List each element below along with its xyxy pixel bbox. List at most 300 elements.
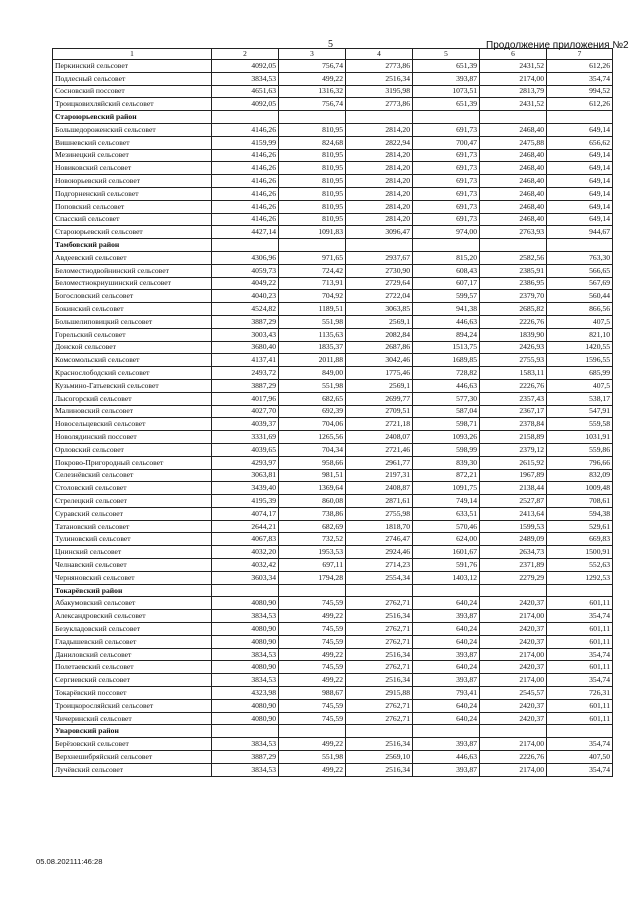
empty-cell [547,584,613,597]
value-cell: 2730,90 [346,264,413,277]
value-cell: 824,68 [279,136,346,149]
empty-cell [279,584,346,597]
table-row [53,226,613,239]
table-row [53,559,613,572]
table-row [53,495,613,508]
value-cell: 1369,64 [279,482,346,495]
table-row [53,674,613,687]
empty-cell [413,111,480,124]
value-cell: 4195,39 [212,495,279,508]
value-cell: 640,24 [413,699,480,712]
value-cell: 745,59 [279,635,346,648]
value-cell: 499,22 [279,648,346,661]
settlement-name: Перкинский сельсовет [53,60,212,73]
column-header: 6 [480,49,547,60]
value-cell: 4146,26 [212,200,279,213]
value-cell: 598,99 [413,443,480,456]
value-cell: 599,57 [413,290,480,303]
value-cell: 691,73 [413,213,480,226]
settlement-name: Большелиповицкий сельсовет [53,315,212,328]
value-cell: 4049,22 [212,277,279,290]
table-row [53,546,613,559]
value-cell: 601,11 [547,699,613,712]
value-cell: 685,99 [547,367,613,380]
value-cell: 354,74 [547,763,613,776]
table-row [53,367,613,380]
settlement-name: Новоюрьевский сельсовет [53,175,212,188]
value-cell: 1189,51 [279,303,346,316]
appendix-continuation-note: Продолжение приложения №2 [486,40,629,51]
value-cell: 446,63 [413,379,480,392]
value-cell: 2468,40 [480,149,547,162]
value-cell: 697,11 [279,559,346,572]
value-cell: 393,87 [413,763,480,776]
value-cell: 4293,97 [212,456,279,469]
value-cell: 551,98 [279,315,346,328]
table-row [53,123,613,136]
value-cell: 612,26 [547,60,613,73]
value-cell: 4092,05 [212,60,279,73]
settlement-name: Бокинский сельсовет [53,303,212,316]
value-cell: 3042,46 [346,354,413,367]
value-cell: 2226,76 [480,751,547,764]
value-cell: 981,51 [279,469,346,482]
value-cell: 566,65 [547,264,613,277]
value-cell: 2773,86 [346,98,413,111]
empty-cell [346,584,413,597]
value-cell: 745,59 [279,699,346,712]
value-cell: 2685,82 [480,303,547,316]
value-cell: 2138,44 [480,482,547,495]
value-cell: 944,67 [547,226,613,239]
value-cell: 4137,41 [212,354,279,367]
value-cell: 2814,20 [346,187,413,200]
value-cell: 2527,87 [480,495,547,508]
settlement-name: Новиковский сельсовет [53,162,212,175]
value-cell: 691,73 [413,175,480,188]
value-cell: 756,74 [279,98,346,111]
settlement-name: Кузьмино-Гатьевский сельсовет [53,379,212,392]
table-row [53,482,613,495]
value-cell: 2814,20 [346,175,413,188]
table-row [53,687,613,700]
value-cell: 2762,71 [346,635,413,648]
empty-cell [480,725,547,738]
value-cell: 2426,93 [480,341,547,354]
value-cell: 691,73 [413,123,480,136]
empty-cell [480,111,547,124]
value-cell: 866,56 [547,303,613,316]
value-cell: 4080,90 [212,623,279,636]
value-cell: 2762,71 [346,699,413,712]
value-cell: 691,73 [413,187,480,200]
value-cell: 810,95 [279,149,346,162]
value-cell: 3063,81 [212,469,279,482]
value-cell: 2773,86 [346,60,413,73]
value-cell: 2468,40 [480,213,547,226]
table-row [53,456,613,469]
value-cell: 3834,53 [212,72,279,85]
value-cell: 4032,20 [212,546,279,559]
value-cell: 2158,89 [480,431,547,444]
table-row [53,149,613,162]
value-cell: 2615,92 [480,456,547,469]
value-cell: 3834,53 [212,610,279,623]
value-cell: 499,22 [279,72,346,85]
value-cell: 2762,71 [346,661,413,674]
value-cell: 704,92 [279,290,346,303]
value-cell: 2814,20 [346,123,413,136]
value-cell: 2961,77 [346,456,413,469]
value-cell: 2379,70 [480,290,547,303]
district-name: Токарёвский район [53,584,212,597]
empty-cell [413,239,480,252]
settlement-name: Верхнешибряйский сельсовет [53,751,212,764]
empty-cell [480,584,547,597]
table-row [53,200,613,213]
value-cell: 704,34 [279,443,346,456]
settlement-name: Троицковихляйский сельсовет [53,98,212,111]
value-cell: 2420,37 [480,661,547,674]
empty-cell [480,239,547,252]
value-cell: 551,98 [279,751,346,764]
data-table [52,48,613,777]
value-cell: 796,66 [547,456,613,469]
table-row [53,264,613,277]
value-cell: 656,62 [547,136,613,149]
empty-cell [346,239,413,252]
value-cell: 407,50 [547,751,613,764]
table-row [53,354,613,367]
value-cell: 407,5 [547,379,613,392]
value-cell: 1091,83 [279,226,346,239]
value-cell: 4323,98 [212,687,279,700]
value-cell: 601,11 [547,623,613,636]
value-cell: 832,09 [547,469,613,482]
value-cell: 2714,23 [346,559,413,572]
table-row [53,763,613,776]
value-cell: 601,11 [547,635,613,648]
table-row [53,623,613,636]
settlement-name: Новосельцевский сельсовет [53,418,212,431]
value-cell: 608,43 [413,264,480,277]
value-cell: 3834,53 [212,738,279,751]
value-cell: 669,83 [547,533,613,546]
settlement-name: Богословский сельсовет [53,290,212,303]
value-cell: 446,63 [413,751,480,764]
value-cell: 4080,90 [212,597,279,610]
value-cell: 2762,71 [346,597,413,610]
empty-cell [212,239,279,252]
value-cell: 2762,71 [346,623,413,636]
value-cell: 4040,23 [212,290,279,303]
table-row [53,661,613,674]
value-cell: 649,14 [547,213,613,226]
value-cell: 2762,71 [346,712,413,725]
empty-cell [212,725,279,738]
value-cell: 2408,87 [346,482,413,495]
value-cell: 1073,51 [413,85,480,98]
settlement-name: Черняновский сельсовет [53,571,212,584]
settlement-name: Подлесный сельсовет [53,72,212,85]
value-cell: 860,08 [279,495,346,508]
value-cell: 2687,86 [346,341,413,354]
settlement-name: Мезинецкий сельсовет [53,149,212,162]
value-cell: 640,24 [413,597,480,610]
value-cell: 2357,43 [480,392,547,405]
value-cell: 3003,43 [212,328,279,341]
value-cell: 649,14 [547,123,613,136]
value-cell: 2420,37 [480,712,547,725]
value-cell: 3834,53 [212,674,279,687]
value-cell: 994,52 [547,85,613,98]
value-cell: 726,31 [547,687,613,700]
empty-cell [279,239,346,252]
value-cell: 591,76 [413,559,480,572]
table-row [53,520,613,533]
value-cell: 2489,09 [480,533,547,546]
value-cell: 4159,99 [212,136,279,149]
value-cell: 598,71 [413,418,480,431]
value-cell: 1775,46 [346,367,413,380]
value-cell: 354,74 [547,738,613,751]
settlement-name: Сергиевский сельсовет [53,674,212,687]
value-cell: 4080,90 [212,712,279,725]
settlement-name: Селезнёвский сельсовет [53,469,212,482]
value-cell: 2367,17 [480,405,547,418]
value-cell: 552,63 [547,559,613,572]
district-header-row [53,584,613,597]
value-cell: 971,65 [279,251,346,264]
value-cell: 2279,29 [480,571,547,584]
table-row [53,136,613,149]
value-cell: 1599,53 [480,520,547,533]
table-row [53,635,613,648]
page-number: 5 [328,39,333,50]
settlement-name: Абакумовский сельсовет [53,597,212,610]
settlement-name: Вишневский сельсовет [53,136,212,149]
value-cell: 1265,56 [279,431,346,444]
value-cell: 393,87 [413,674,480,687]
value-cell: 2814,20 [346,200,413,213]
value-cell: 2174,00 [480,648,547,661]
table-row [53,431,613,444]
value-cell: 4146,26 [212,162,279,175]
value-cell: 2174,00 [480,763,547,776]
value-cell: 4067,83 [212,533,279,546]
value-cell: 570,46 [413,520,480,533]
settlement-name: Покрово-Пригородный сельсовет [53,456,212,469]
value-cell: 1601,67 [413,546,480,559]
value-cell: 4306,96 [212,251,279,264]
value-cell: 2634,73 [480,546,547,559]
column-header: 4 [346,49,413,60]
value-cell: 1835,37 [279,341,346,354]
table-row [53,699,613,712]
settlement-name: Новолядинский поссовет [53,431,212,444]
value-cell: 4080,90 [212,635,279,648]
table-row [53,571,613,584]
value-cell: 2371,89 [480,559,547,572]
value-cell: 810,95 [279,187,346,200]
value-cell: 3680,40 [212,341,279,354]
table-row [53,277,613,290]
value-cell: 2721,46 [346,443,413,456]
value-cell: 2420,37 [480,635,547,648]
value-cell: 2493,72 [212,367,279,380]
settlement-name: Авдеевский сельсовет [53,251,212,264]
value-cell: 4074,17 [212,507,279,520]
value-cell: 4027,70 [212,405,279,418]
value-cell: 1316,32 [279,85,346,98]
value-cell: 894,24 [413,328,480,341]
settlement-name: Гладышевский сельсовет [53,635,212,648]
table-row [53,60,613,73]
value-cell: 2516,34 [346,648,413,661]
empty-cell [547,239,613,252]
value-cell: 2379,12 [480,443,547,456]
value-cell: 601,11 [547,597,613,610]
value-cell: 2516,34 [346,610,413,623]
value-cell: 3195,98 [346,85,413,98]
value-cell: 1818,70 [346,520,413,533]
value-cell: 446,63 [413,315,480,328]
value-cell: 640,24 [413,661,480,674]
table-header-row [53,49,613,60]
value-cell: 2644,21 [212,520,279,533]
value-cell: 815,20 [413,251,480,264]
value-cell: 3887,29 [212,315,279,328]
value-cell: 1403,12 [413,571,480,584]
value-cell: 682,69 [279,520,346,533]
table-row [53,610,613,623]
value-cell: 3331,69 [212,431,279,444]
empty-cell [279,725,346,738]
value-cell: 872,21 [413,469,480,482]
settlement-name: Староюрьевский сельсовет [53,226,212,239]
value-cell: 821,10 [547,328,613,341]
value-cell: 4146,26 [212,213,279,226]
table-row [53,443,613,456]
value-cell: 4146,26 [212,149,279,162]
column-header: 3 [279,49,346,60]
empty-cell [279,111,346,124]
footer-timestamp: 05.08.202111:46:28 [36,857,103,866]
value-cell: 1091,75 [413,482,480,495]
value-cell: 3439,40 [212,482,279,495]
empty-cell [547,111,613,124]
value-cell: 1967,89 [480,469,547,482]
table-row [53,162,613,175]
value-cell: 529,61 [547,520,613,533]
value-cell: 538,17 [547,392,613,405]
value-cell: 2822,94 [346,136,413,149]
table-row [53,648,613,661]
district-header-row [53,239,613,252]
value-cell: 499,22 [279,674,346,687]
value-cell: 2420,37 [480,623,547,636]
value-cell: 1689,85 [413,354,480,367]
table-row [53,328,613,341]
value-cell: 2763,93 [480,226,547,239]
value-cell: 2468,40 [480,200,547,213]
value-cell: 713,91 [279,277,346,290]
value-cell: 499,22 [279,738,346,751]
value-cell: 691,73 [413,149,480,162]
value-cell: 682,65 [279,392,346,405]
value-cell: 756,74 [279,60,346,73]
value-cell: 745,59 [279,712,346,725]
value-cell: 4092,05 [212,98,279,111]
value-cell: 849,00 [279,367,346,380]
value-cell: 2582,56 [480,251,547,264]
value-cell: 1794,28 [279,571,346,584]
settlement-name: Лысогорский сельсовет [53,392,212,405]
settlement-name: Тулиновский сельсовет [53,533,212,546]
district-name: Староюрьевский район [53,111,212,124]
value-cell: 2385,91 [480,264,547,277]
value-cell: 407,5 [547,315,613,328]
value-cell: 651,39 [413,98,480,111]
settlement-name: Суравский сельсовет [53,507,212,520]
empty-cell [346,725,413,738]
value-cell: 810,95 [279,200,346,213]
value-cell: 393,87 [413,648,480,661]
value-cell: 2746,47 [346,533,413,546]
value-cell: 1839,90 [480,328,547,341]
table-row [53,597,613,610]
value-cell: 2814,20 [346,162,413,175]
value-cell: 732,52 [279,533,346,546]
value-cell: 2937,67 [346,251,413,264]
value-cell: 691,73 [413,200,480,213]
value-cell: 692,39 [279,405,346,418]
value-cell: 745,59 [279,597,346,610]
value-cell: 3834,53 [212,648,279,661]
value-cell: 745,59 [279,623,346,636]
value-cell: 4059,73 [212,264,279,277]
table-row [53,507,613,520]
table-row [53,98,613,111]
table-row [53,751,613,764]
table-row [53,379,613,392]
table-row [53,315,613,328]
value-cell: 2174,00 [480,674,547,687]
value-cell: 393,87 [413,610,480,623]
value-cell: 745,59 [279,661,346,674]
value-cell: 2468,40 [480,175,547,188]
value-cell: 393,87 [413,72,480,85]
value-cell: 601,11 [547,712,613,725]
value-cell: 2871,61 [346,495,413,508]
value-cell: 4039,37 [212,418,279,431]
value-cell: 2468,40 [480,187,547,200]
settlement-name: Берёзовский сельсовет [53,738,212,751]
value-cell: 1031,91 [547,431,613,444]
value-cell: 649,14 [547,162,613,175]
value-cell: 587,04 [413,405,480,418]
value-cell: 1583,11 [480,367,547,380]
value-cell: 2420,37 [480,597,547,610]
value-cell: 2814,20 [346,213,413,226]
settlement-name: Беломестнодвойнинский сельсовет [53,264,212,277]
value-cell: 3887,29 [212,751,279,764]
value-cell: 988,67 [279,687,346,700]
settlement-name: Спасский сельсовет [53,213,212,226]
table-row [53,187,613,200]
value-cell: 2431,52 [480,60,547,73]
value-cell: 2569,10 [346,751,413,764]
